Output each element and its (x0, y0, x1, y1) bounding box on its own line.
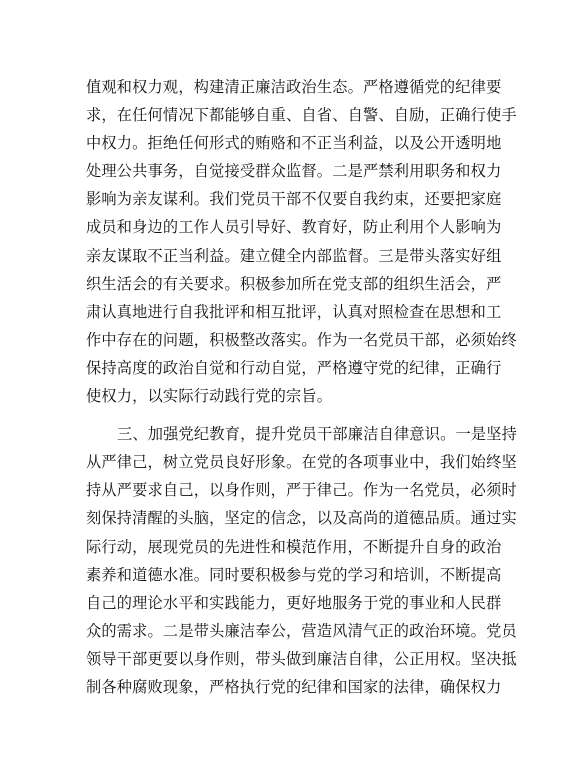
text-line: 处理公共事务，自觉接受群众监督。二是严禁利用职务和权力 (86, 162, 502, 181)
text-line: 制各种腐败现象，严格执行党的纪律和国家的法律，确保权力 (86, 677, 502, 696)
paragraph-2 (86, 420, 518, 701)
text-line: 影响为亲友谋利。我们党员干部不仅要自我约束，还要把家庭 (86, 190, 502, 209)
text-line: 肃认真地进行自我批评和相互批评，认真对照检查在思想和工 (86, 302, 502, 321)
text-line: 众的需求。二是带头廉洁奉公，营造风清气正的政治环境。党员 (86, 621, 517, 640)
text-line: 值观和权力观，构建清正廉洁政治生态。严格遵循党的纪律要 (86, 78, 502, 96)
document-page (86, 73, 518, 701)
text-line: 使权力，以实际行动践行党的宗旨。 (86, 387, 333, 406)
text-line: 成员和身边的工作人员引导好、教育好，防止利用个人影响为 (86, 218, 502, 237)
text-line: 持从严要求自己，以身作则，严于律己。作为一名党员，必须时 (86, 481, 517, 500)
text-line: 从严律己，树立党员良好形象。在党的各项事业中，我们始终坚 (86, 453, 517, 472)
text-line: 作中存在的问题，积极整改落实。作为一名党员干部，必须始终 (86, 330, 517, 349)
text-line: 织生活会的有关要求。积极参加所在党支部的组织生活会，严 (86, 274, 502, 293)
paragraph-1 (86, 73, 517, 410)
text-line-first: 三、加强党纪教育，提升党员干部廉洁自律意识。一是坚持 (117, 425, 518, 444)
text-line: 素养和道德水准。同时要积极参与党的学习和培训，不断提高 (86, 565, 502, 584)
text-line: 中权力。拒绝任何形式的贿赂和不正当利益，以及公开透明地 (86, 134, 502, 153)
text-line: 际行动，展现党员的先进性和模范作用，不断提升自身的政治 (86, 537, 502, 556)
text-line: 保持高度的政治自觉和行动自觉，严格遵守党的纪律，正确行 (86, 358, 502, 377)
text-line: 刻保持清醒的头脑，坚定的信念，以及高尚的道德品质。通过实 (86, 509, 517, 528)
text-line: 领导干部更要以身作则，带头做到廉洁自律，公正用权。坚决抵 (86, 649, 517, 668)
text-line: 求，在任何情况下都能够自重、自省、自警、自励，正确行使手 (86, 106, 517, 125)
text-line: 自己的理论水平和实践能力，更好地服务于党的事业和人民群 (86, 593, 502, 612)
text-line: 亲友谋取不正当利益。建立健全内部监督。三是带头落实好组 (86, 246, 502, 265)
